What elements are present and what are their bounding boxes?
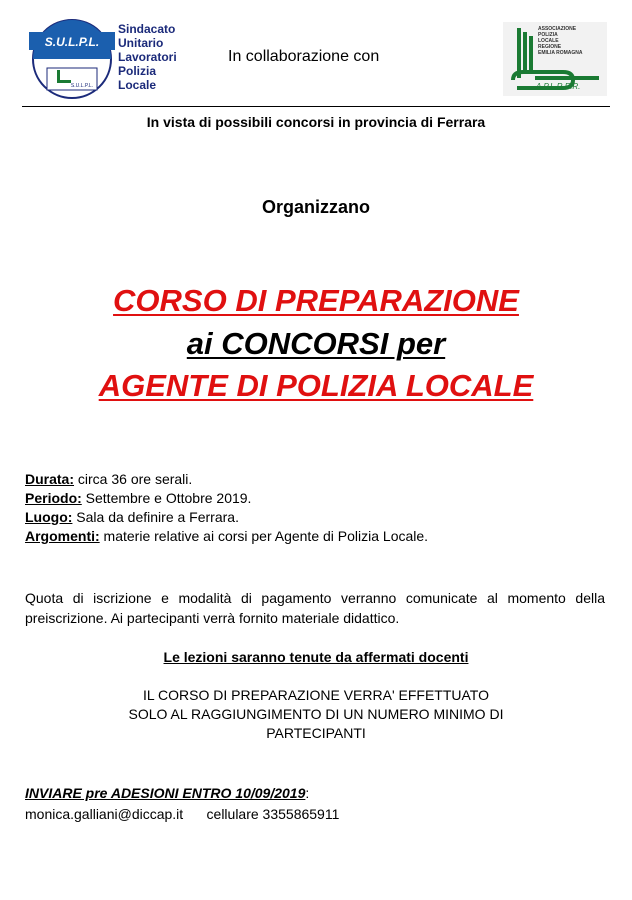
contact-info <box>25 806 339 822</box>
sulpl-small-caption: S.U.L.P.L. <box>70 83 94 89</box>
minimum-participants-notice <box>0 686 632 743</box>
notice-line-2: SOLO AL RAGGIUNGIMENTO DI UN NUMERO MINIMO DI <box>128 706 504 722</box>
argomenti-value: materie relative ai corsi per Agente di Polizia Locale. <box>99 528 429 544</box>
organizzano-heading: Organizzano <box>261 197 370 217</box>
deadline-colon: : <box>305 785 310 801</box>
durata-value: circa 36 ore serali. <box>74 471 193 487</box>
notice-line-1: IL CORSO DI PREPARAZIONE VERRA' EFFETTUATO <box>143 687 489 703</box>
detail-argomenti <box>25 527 615 546</box>
detail-luogo <box>25 508 615 527</box>
sulpl-logo-text: Sindacato Unitario Lavoratori Polizia Locale <box>118 22 177 92</box>
detail-periodo <box>25 489 615 508</box>
collaboration-text: In collaborazione con <box>228 48 380 65</box>
title-line-1: CORSO DI PREPARAZIONE <box>113 283 519 318</box>
header-divider <box>22 106 610 107</box>
luogo-label: Luogo: <box>25 509 73 525</box>
sulpl-logo <box>27 18 117 100</box>
subtitle: In vista di possibili concorsi in provincia di Ferrara <box>146 114 486 130</box>
aplrer-logo-text: ASSOCIAZIONE POLIZIA LOCALE REGIONE EMILIA ROMAGNA <box>538 26 583 56</box>
lezioni-note: Le lezioni saranno tenute da affermati docenti <box>163 649 469 665</box>
title-line-2: ai CONCORSI per <box>186 326 446 361</box>
quota-paragraph: Quota di iscrizione e modalità di pagamento verranno comunicate al momento della preiscrizione. Ai partecipanti verrà fornito materiale didattico. <box>25 590 605 626</box>
luogo-value: Sala da definire a Ferrara. <box>72 509 239 525</box>
detail-durata <box>25 470 615 489</box>
periodo-label: Periodo: <box>25 490 82 506</box>
deadline-text: INVIARE pre ADESIONI ENTRO 10/09/2019 <box>25 785 306 801</box>
notice-line-3: PARTECIPANTI <box>266 725 366 741</box>
argomenti-label: Argomenti: <box>25 528 100 544</box>
contact-email[interactable]: monica.galliani@diccap.it <box>25 806 184 822</box>
contact-phone: cellulare 3355865911 <box>206 806 340 822</box>
sulpl-badge-text: S.U.L.P.L. <box>44 35 100 49</box>
registration-deadline <box>25 785 309 801</box>
course-details <box>25 470 615 546</box>
periodo-value: Settembre e Ottobre 2019. <box>81 490 252 506</box>
aplrer-acronym: A.P.L.R.E.R. <box>536 82 581 91</box>
durata-label: Durata: <box>25 471 75 487</box>
title-line-3: AGENTE DI POLIZIA LOCALE <box>98 368 534 403</box>
